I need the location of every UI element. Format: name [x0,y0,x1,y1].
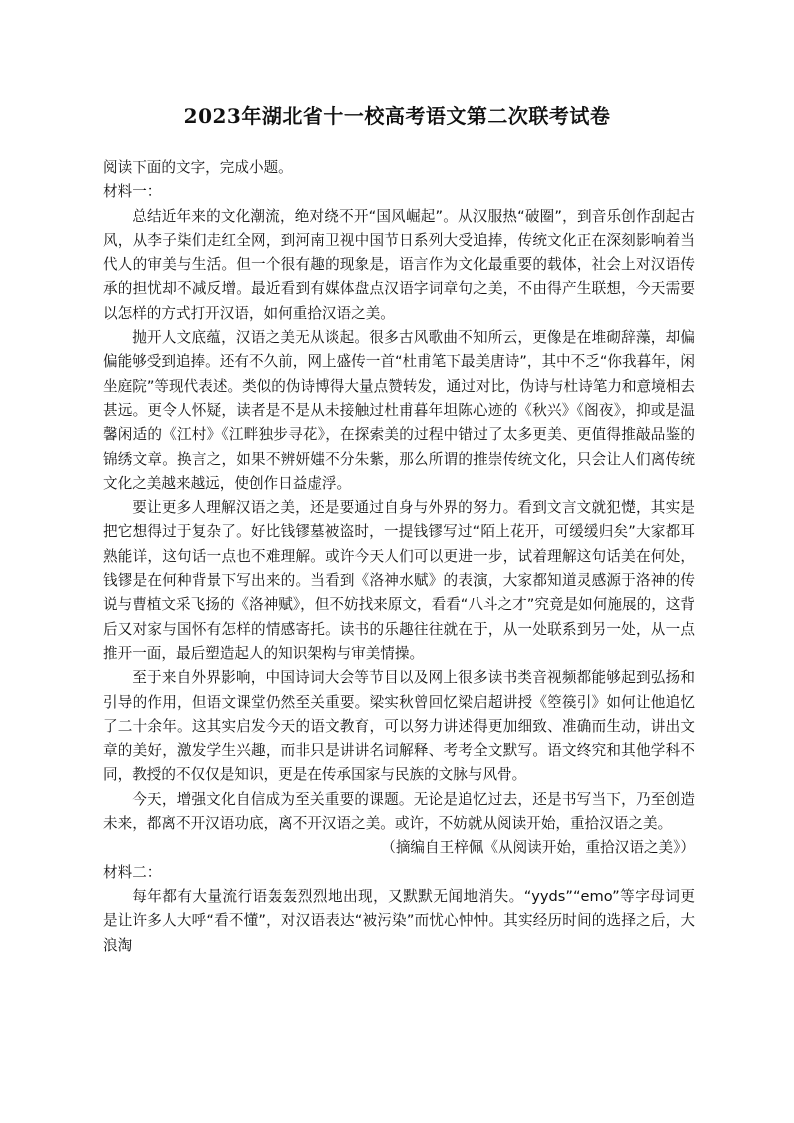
material1-source: （摘编自王梓佩《从阅读开始，重拾汉语之美》） [381,839,695,857]
material2-label: 材料二： [103,863,162,881]
material1-paragraph-4: 至于来自外界影响，中国诗词大会等节目以及网上很多读书类音视频都能够起到弘扬和引导的作用，但语文课堂仍然至关重要。梁实秋曾回忆梁启超讲授《箜篌引》如何让他追忆了二十余年。这其实启发今天的语文教育，可以努力讲述得更加细致、准确而生动，讲出文章的美好，激发学生兴趣，而非只是讲讲名词解释、考考全文默写。语文终究和其他学科不同，教授的不仅仅是知识，更是在传承国家与民族的文脉与风骨。 [103,669,695,784]
document-body [103,156,695,958]
material1-label: 材料一： [103,183,162,201]
instruction-text: 阅读下面的文字，完成小题。 [103,159,293,176]
page-title: 2023年湖北省十一校高考语文第二次联考试卷 [183,104,611,128]
material1-paragraph-2: 抛开人文底蕴，汉语之美无从谈起。很多古风歌曲不知所云，更像是在堆砌辞藻，却偏偏能够受到追捧。还有不久前，网上盛传一首“杜甫笔下最美唐诗”，其中不乏“你我暮年，闲坐庭院”等现代表述。类似的伪诗博得大量点赞转发，通过对比，伪诗与杜诗笔力和意境相去甚远。更令人怀疑，读者是不是从未接触过杜甫暮年坦陈心迹的《秋兴》《阁夜》，抑或是温馨闲适的《江村》《江畔独步寻花》，在探索美的过程中错过了太多更美、更值得推敲品鉴的锦绣文章。换言之，如果不辨妍媸不分朱紫，那么所谓的推崇传统文化，只会让人们离传统文化之美越来越远，使创作日益虚浮。 [103,329,695,492]
material2-paragraph-1: 每年都有大量流行语轰轰烈烈地出现，又默默无闻地消失。“yyds”“emo”等字母词更是让许多人大呼“看不懂”，对汉语表达“被污染”而忧心忡忡。其实经历时间的选择之后，大浪淘 [103,887,695,954]
material1-paragraph-5: 今天，增强文化自信成为至关重要的课题。无论是追忆过去，还是书写当下，乃至创造未来，都离不开汉语功底，离不开汉语之美。或许，不妨就从阅读开始，重拾汉语之美。 [103,790,695,833]
material1-paragraph-1: 总结近年来的文化潮流，绝对绕不开“国风崛起”。从汉服热“破圈”，到音乐创作刮起古风，从李子柒们走红全网，到河南卫视中国节日系列大受追捧，传统文化正在深刻影响着当代人的审美与生活。但一个很有趣的现象是，语言作为文化最重要的载体，社会上对汉语传承的担忧却不减反增。最近看到有媒体盘点汉语字词章句之美，不由得产生联想，今天需要以怎样的方式打开汉语，如何重拾汉语之美。 [103,207,695,322]
material1-paragraph-3: 要让更多人理解汉语之美，还是要通过自身与外界的努力。看到文言文就犯憷，其实是把它想得过于复杂了。好比钱镠墓被盗时，一提钱镠写过“陌上花开，可缓缓归矣”大家都耳熟能详，这句话一点也不难理解。或许今天人们可以更进一步，试着理解这句话美在何处，钱镠是在何种背景下写出来的。当看到《洛神水赋》的表演，大家都知道灵感源于洛神的传说与曹植文采飞扬的《洛神赋》，但不妨找来原文，看看“八斗之才”究竟是如何施展的，这背后又对家与国怀有怎样的情感寄托。读书的乐趣往往就在于，从一处联系到另一处，从一点推开一面，最后塑造起人的知识架构与审美情操。 [103,499,695,662]
